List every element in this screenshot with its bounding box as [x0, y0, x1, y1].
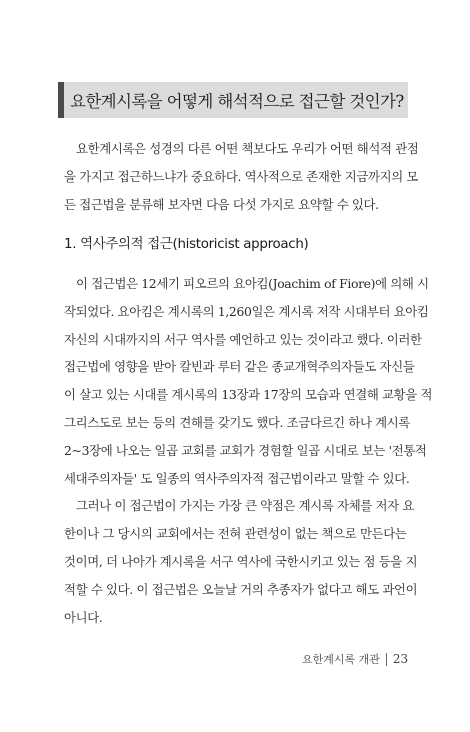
- section-body: [64, 270, 433, 631]
- intro-line: 든 접근법을 분류해 보자면 다음 다섯 가지로 요약할 수 있다.: [64, 196, 379, 212]
- intro-line: 요한계시록은 성경의 다른 어떤 책보다도 우리가 어떤 해석적 관점: [76, 141, 419, 156]
- running-title: 요한계시록 개관: [302, 653, 380, 666]
- paragraph-2: [64, 492, 418, 631]
- paragraph-line: 세대주의자들' 도 일종의 역사주의자적 접근법이라고 말할 수 있다.: [64, 470, 410, 486]
- page-number: 23: [392, 652, 409, 666]
- intro-paragraph: [64, 135, 419, 218]
- page-footer: [302, 651, 408, 667]
- paragraph-line: 이 접근법은 12세기 피오르의 요아킴(Joachim of Fiore)에 의해 시: [76, 276, 429, 291]
- paragraph-1: [64, 270, 433, 492]
- paragraph-line: 작되었다. 요아킴은 계시록의 1,260일은 계시록 저작 시대부터 요아킴: [64, 303, 429, 319]
- paragraph-line: 접근법에 영향을 받아 칼빈과 루터 같은 종교개혁주의자들도 자신들: [64, 359, 415, 375]
- paragraph-line: 적할 수 있다. 이 접근법은 오늘날 거의 추종자가 없다고 해도 과언이: [64, 581, 418, 597]
- title-accent-bar: [58, 82, 64, 118]
- paragraph-line: 것이며, 더 나아가 계시록을 서구 역사에 국한시키고 있는 점 등을 지: [64, 553, 418, 569]
- paragraph-line: 그리스도로 보는 등의 견해를 갖기도 했다. 조금다르긴 하나 계시록: [64, 414, 411, 430]
- paragraph-line: 한이나 그 당시의 교회에서는 전혀 관련성이 없는 책으로 만든다는: [64, 526, 407, 542]
- paragraph-line: 2~3장에 나오는 일곱 교회를 교회가 경험할 일곱 시대로 보는 '전통적: [64, 442, 427, 458]
- chapter-title-bar: [58, 82, 408, 118]
- paragraph-line: 그러나 이 접근법이 가지는 가장 큰 약점은 계시록 자체를 저자 요: [76, 498, 414, 514]
- intro-line: 을 가지고 접근하느냐가 중요하다. 역사적으로 존재한 지금까지의 모: [64, 168, 419, 184]
- chapter-title: 요한계시록을 어떻게 해석적으로 접근할 것인가?: [70, 92, 404, 111]
- section-heading: 1. 역사주의적 접근(historicist approach): [64, 237, 309, 252]
- paragraph-line: 자신의 시대까지의 서구 역사를 예언하고 있는 것이라고 했다. 이러한: [64, 331, 422, 347]
- footer-divider: [386, 653, 387, 666]
- paragraph-line: 이 살고 있는 시대를 계시록의 13장과 17장의 모습과 연결해 교황을 적: [64, 387, 433, 403]
- paragraph-line: 아니다.: [64, 609, 103, 625]
